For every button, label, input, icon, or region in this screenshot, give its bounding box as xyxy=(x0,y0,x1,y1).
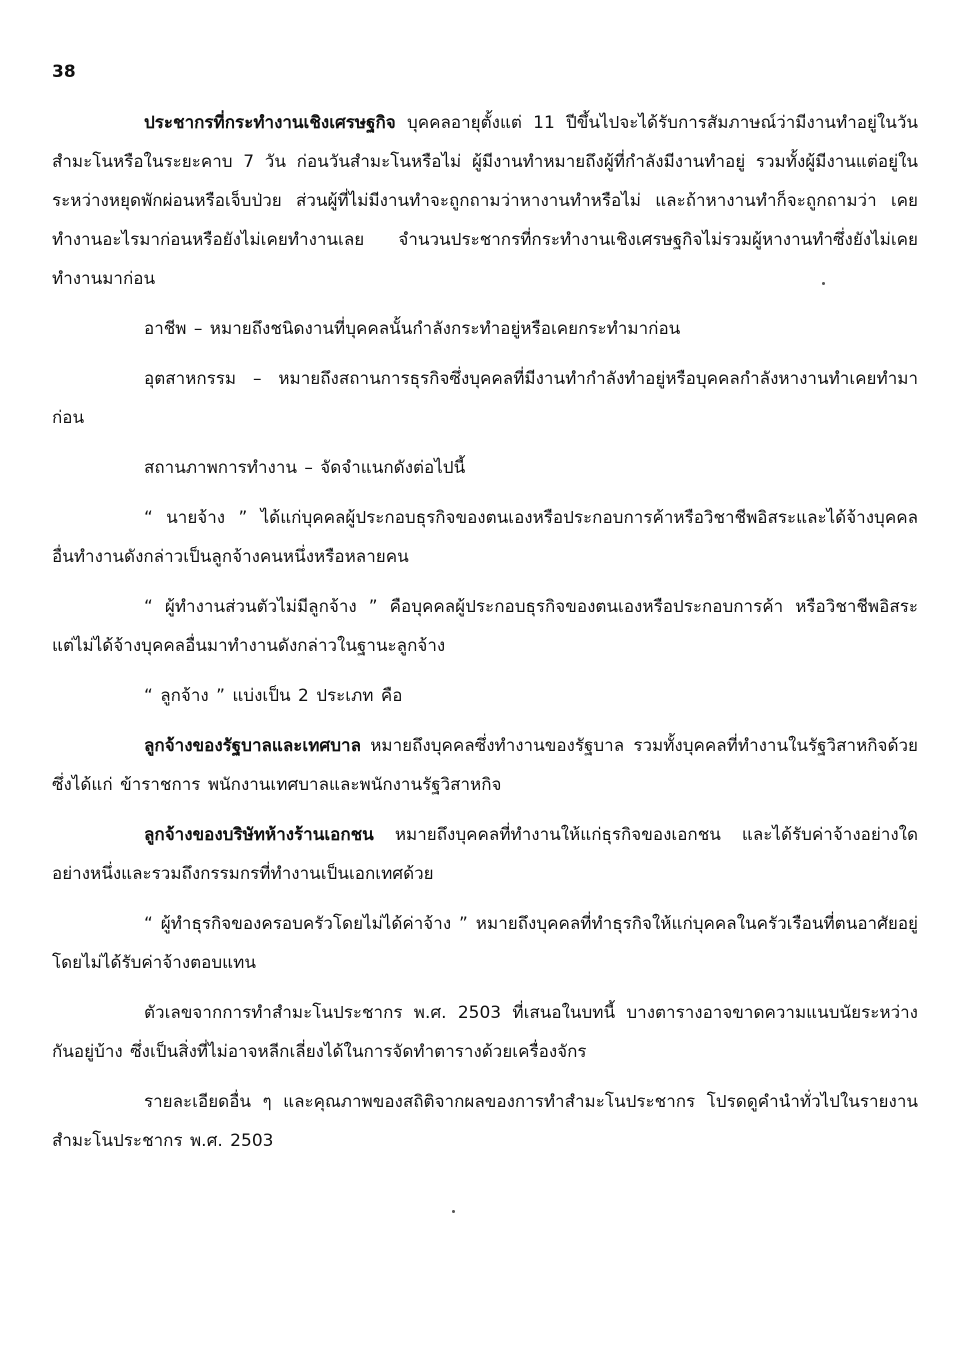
paragraph-lead: ลูกจ้างของรัฐบาลและเทศบาล xyxy=(144,736,361,756)
paragraph-own-account-worker xyxy=(52,588,918,666)
paragraph-text: “ ผู้ทำงานส่วนตัวไม่มีลูกจ้าง ” คือบุคคลผู้ประกอบธุรกิจของตนเองหรือประกอบการค้า หรือวิชาชีพอิสระ แต่ไม่ได้จ้างบุคคลอื่นมาทำงานดังกล่าวในฐานะลูกจ้าง xyxy=(52,597,918,656)
paragraph-text: หมายถึงบุคคลซึ่งทำงานของรัฐบาล รวมทั้งบุคคลที่ทำงานในรัฐวิสาหกิจด้วย ซึ่งได้แก่ ข้าราชการ พนักงานเทศบาลและพนักงานรัฐวิสาหกิจ xyxy=(52,736,918,795)
paragraph-work-status xyxy=(52,449,918,488)
paragraph-text: อุตสาหกรรม – หมายถึงสถานการธุรกิจซึ่งบุคคลที่มีงานทำกำลังทำอยู่หรือบุคคลกำลังหางานทำเคยทำมาก่อน xyxy=(52,369,918,428)
paragraph-text: หมายถึงบุคคลที่ทำงานให้แก่ธุรกิจของเอกชน และได้รับค่าจ้างอย่างใดอย่างหนึ่งและรวมถึงกรรมกรที่ทำงานเป็นเอกเทศด้วย xyxy=(52,825,918,884)
paragraph-private-employee xyxy=(52,816,918,894)
paragraph-text: อาชีพ – หมายถึงชนิดงานที่บุคคลนั้นกำลังกระทำอยู่หรือเคยกระทำมาก่อน xyxy=(144,319,681,339)
paragraph-lead: ประชากรที่กระทำงานเชิงเศรษฐกิจ xyxy=(144,113,396,133)
paragraph-further-details xyxy=(52,1083,918,1161)
page-number: 38 xyxy=(52,62,76,82)
paragraph-text: “ ลูกจ้าง ” แบ่งเป็น 2 ประเภท คือ xyxy=(144,686,403,706)
paragraph-text: “ ผู้ทำธุรกิจของครอบครัวโดยไม่ได้ค่าจ้าง ” หมายถึงบุคคลที่ทำธุรกิจให้แก่บุคคลในครัวเรือนที่ตนอาศัยอยู่โดยไม่ได้รับค่าจ้างตอบแทน xyxy=(52,914,918,973)
paragraph-unpaid-family-worker xyxy=(52,905,918,983)
paragraph-census-figures-note xyxy=(52,994,918,1072)
document-body xyxy=(52,104,918,1172)
scan-speck xyxy=(452,1210,455,1213)
paragraph-text: บุคคลอายุตั้งแต่ 11 ปีขึ้นไปจะได้รับการสัมภาษณ์ว่ามีงานทำอยู่ในวันสำมะโนหรือในระยะคาบ 7 วัน ก่อนวันสำมะโนหรือไม่ ผู้มีงานทำหมายถึงผู้ที่กำลังมีงานทำอยู่ รวมทั้งผู้มีงานแต่อยู่ในระหว่างหยุดพักผ่อนหรือเจ็บป่วย ส่วนผู้ที่ไม่มีงานทำจะถูกถามว่าหางานทำหรือไม่ และถ้าหางานทำก็จะถูกถามว่า เคยทำงานอะไรมาก่อนหรือยังไม่เคยทำงานเลย จำนวนประชากรที่กระทำงานเชิงเศรษฐกิจไม่รวมผู้หางานทำซึ่งยังไม่เคยทำงานมาก่อน xyxy=(52,113,918,289)
paragraph-employer xyxy=(52,499,918,577)
paragraph-text: ตัวเลขจากการทำสำมะโนประชากร พ.ศ. 2503 ที่เสนอในบทนี้ บางตารางอาจขาดความแนบนัยระหว่างกันอยู่บ้าง ซึ่งเป็นสิ่งที่ไม่อาจหลีกเลี่ยงได้ในการจัดทำตารางด้วยเครื่องจักร xyxy=(52,1003,918,1062)
scan-speck xyxy=(822,282,825,285)
paragraph-government-employee xyxy=(52,727,918,805)
paragraph-lead: ลูกจ้างของบริษัทห้างร้านเอกชน xyxy=(144,825,374,845)
paragraph-employee xyxy=(52,677,918,716)
paragraph-text: “ นายจ้าง ” ได้แก่บุคคลผู้ประกอบธุรกิจของตนเองหรือประกอบการค้าหรือวิชาชีพอิสระและได้จ้างบุคคลอื่นทำงานดังกล่าวเป็นลูกจ้างคนหนึ่งหรือหลายคน xyxy=(52,508,918,567)
paragraph-occupation xyxy=(52,310,918,349)
paragraph-text: สถานภาพการทำงาน – จัดจำแนกดังต่อไปนี้ xyxy=(144,458,466,478)
paragraph-text: รายละเอียดอื่น ๆ และคุณภาพของสถิติจากผลของการทำสำมะโนประชากร โปรดดูคำนำทั่วไปในรายงานสำมะโนประชากร พ.ศ. 2503 xyxy=(52,1092,918,1151)
paragraph-industry xyxy=(52,360,918,438)
paragraph-economically-active-population xyxy=(52,104,918,299)
